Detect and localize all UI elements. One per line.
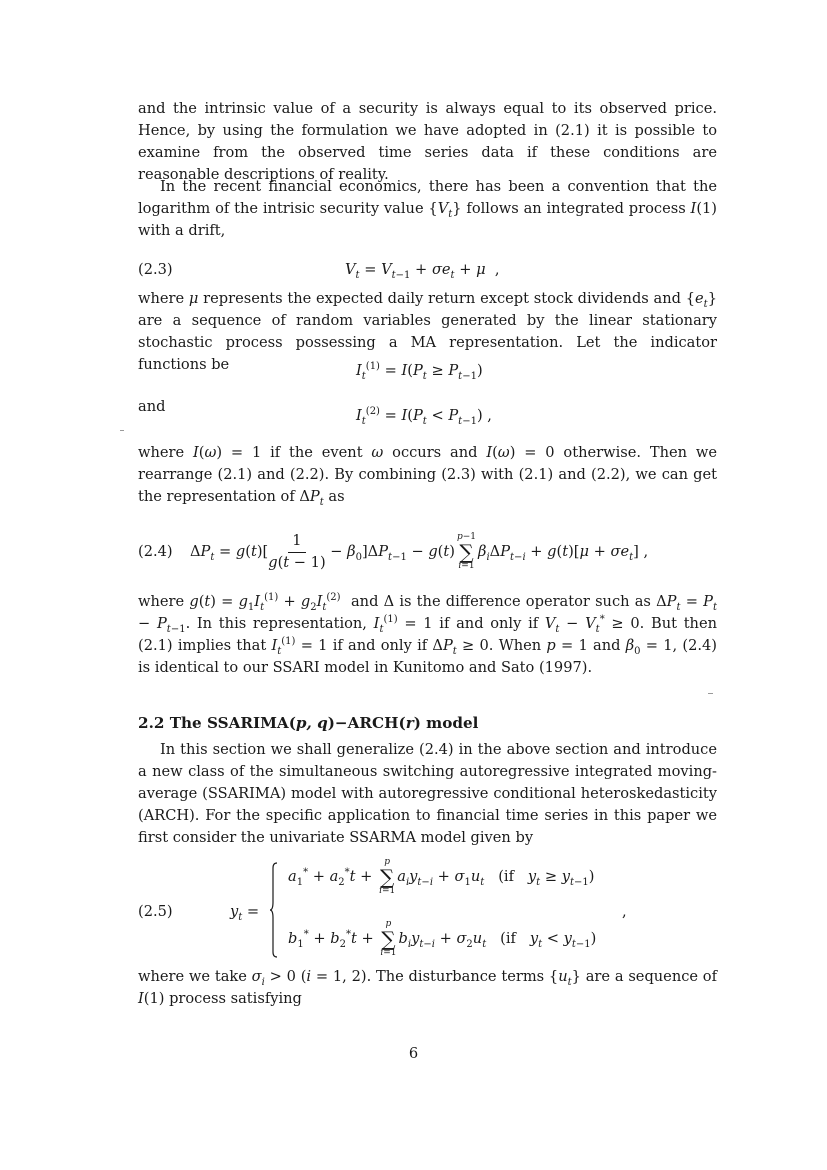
equation-indicator-1: $I_t^{(1)} = I(P_t \ge P_{t-1})$ [356, 361, 483, 382]
scan-mark [708, 693, 713, 694]
page-number: 6 [408, 1044, 419, 1062]
paragraph-7: where we take $\sigma_i > 0$ (i = 1, 2). The disturbance terms $\{u_t\}$ are a sequence of I(1) process satisfying [138, 968, 717, 1007]
equation-2-5-comma: , [622, 903, 627, 920]
section-heading: 2.2 The SSARIMA(p, q)−ARCH(r) model [138, 714, 479, 732]
paragraph-1: and the intrinsic value of a security is always equal to its observed price. Hence, by using the formulation we have adopted in (2.1) it is possible to examine from the observed time series data if these conditions are reasonable descriptions of reality. [138, 100, 717, 183]
and-word: and [138, 398, 166, 415]
equation-number-2-4: (2.4) [138, 543, 173, 560]
equation-2-5-lhs: $y_t$ = [230, 903, 260, 923]
left-brace [270, 862, 278, 958]
equation-2-5-case-2: $b_1^* + b_2^*t$ + p ∑ i=1 $b_iy_{t-i} + \sigma_2u_t$ (if $y_t < y_{t-1}$) [288, 919, 597, 958]
equation-2-5-case-1: $a_1^* + a_2^*t$ + p ∑ i=1 $a_iy_{t-i} + \sigma_1u_t$ (if $y_t \ge y_{t-1}$) [288, 857, 595, 896]
equation-indicator-2: $I_t^{(2)} = I(P_t < P_{t-1})$ , [356, 406, 492, 427]
equation-2-4: $\Delta P_t = g(t)$[ $\frac{1}{g(t - 1)}$ − $\beta_0]\Delta P_{t-1} - g(t)$ p−1 ∑ i=1 $\beta_i\Delta P_{t-i} + g(t)[\mu + \sigma e_t]$ , [190, 532, 649, 571]
paragraph-2: In the recent financial economics, there has been a convention that the logarithm of the intrisic security value $\{V_t\}$ follows an integrated process I(1) with a drift, [138, 178, 717, 239]
paragraph-6: In this section we shall generalize (2.4) in the above section and introduce a new class of the simultaneous switching autoregressive integrated moving-average (SSARIMA) model with autoregressive conditional heteroskedasticity (ARCH). For the specific application to financial time series in this paper we first consider the univariate SSARMA model given by [138, 741, 717, 846]
equation-number-2-3: (2.3) [138, 261, 173, 278]
paragraph-5: where $g(t) = g_1I_t^{(1)} + g_2I_t^{(2)}$ and Δ is the difference operator such as $\Delta P_t = P_t - P_{t-1}$. In this representation, $I_t^{(1)} = 1$ if and only if $V_t - V_t^* \ge 0$. But then (2.1) implies that $I_t^{(1)} = 1$ if and only if $\Delta P_t \ge 0$. When p = 1 and $\beta_0 = 1$, (2.4) is identical to our SSARI model in Kunitomo and Sato (1997). [138, 592, 717, 676]
scan-mark [120, 430, 124, 431]
paragraph-3: where μ represents the expected daily return except stock dividends and $\{e_t\}$ are a sequence of random variables generated by the linear stationary stochastic process possessing a MA representation. Let the indicator functions be [138, 290, 717, 373]
equation-number-2-5: (2.5) [138, 903, 173, 920]
equation-2-3: $V_t = V_{t-1} + \sigma e_t + \mu$ , [345, 261, 500, 281]
paragraph-4: where I(ω) = 1 if the event ω occurs and I(ω) = 0 otherwise. Then we rearrange (2.1) and (2.2). By combining (2.3) with (2.1) and (2.2), we can get the representation of $\Delta P_t$ as [138, 444, 718, 508]
